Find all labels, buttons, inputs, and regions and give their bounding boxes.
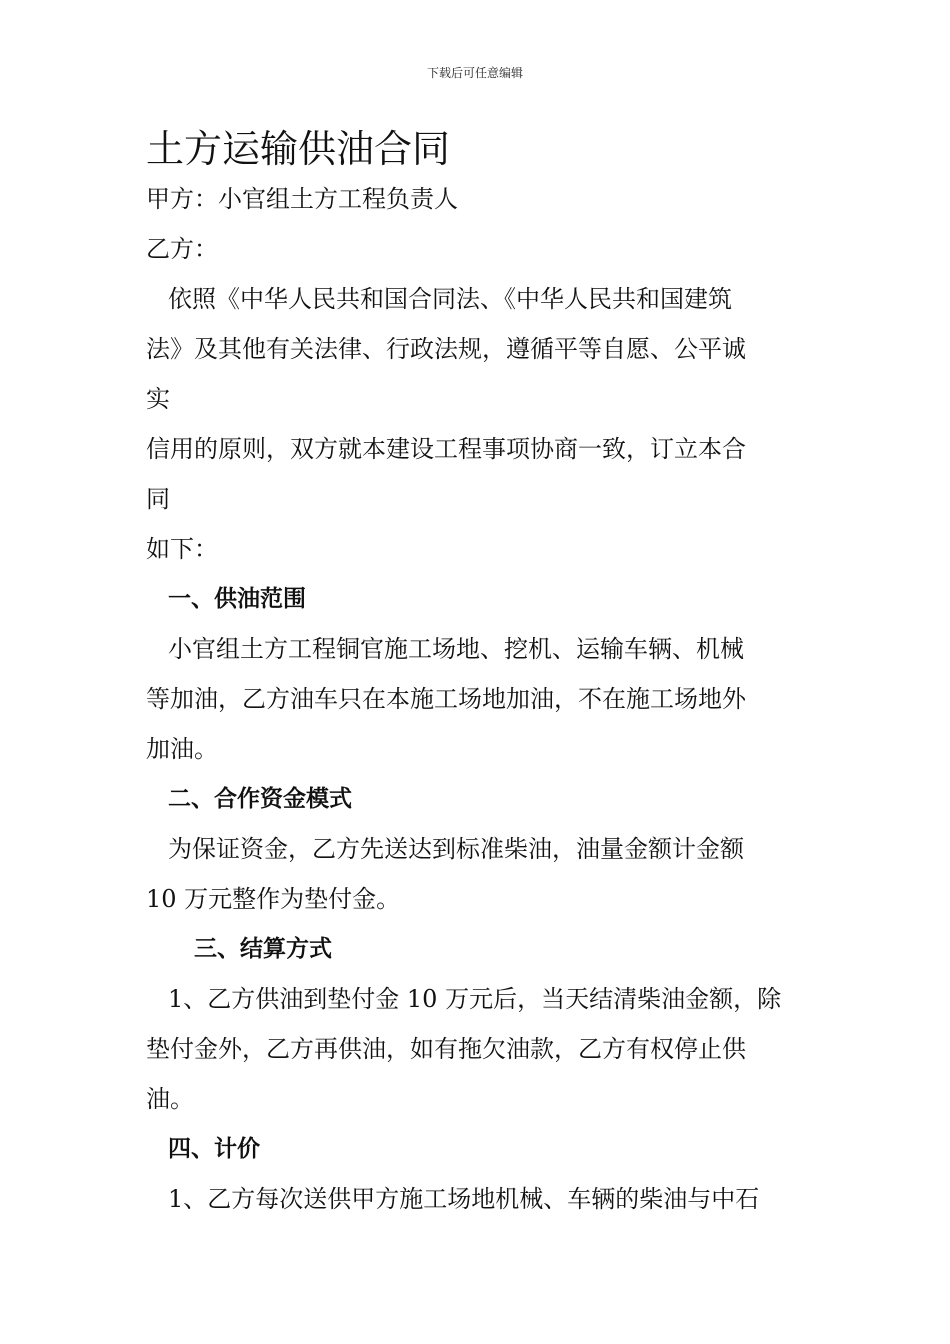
body-line: 1、乙方供油到垫付金 10 万元后，当天结清柴油金额，除: [168, 985, 782, 1013]
header-note: 下载后可任意编辑: [426, 66, 523, 80]
body-line: 为保证资金，乙方先送达到标准柴油，油量金额计金额: [168, 835, 744, 863]
body-line: 垫付金外，乙方再供油，如有拖欠油款，乙方有权停止供: [146, 1035, 746, 1063]
section-heading: 四、计价: [168, 1136, 260, 1162]
party-a-line: 甲方：小官组土方工程负责人: [146, 185, 458, 213]
preamble-line: 如下：: [146, 535, 218, 563]
section-heading: 三、结算方式: [194, 936, 332, 962]
preamble-line: 信用的原则，双方就本建设工程事项协商一致，订立本合: [146, 435, 746, 463]
body-line: 油。: [146, 1085, 194, 1113]
preamble-line: 法》及其他有关法律、行政法规，遵循平等自愿、公平诚: [146, 335, 746, 363]
section-heading: 二、合作资金模式: [168, 786, 352, 812]
preamble-line: 依照《中华人民共和国合同法、《中华人民共和国建筑: [168, 285, 732, 313]
document-title: 土方运输供油合同: [146, 127, 451, 171]
body-line: 1、乙方每次送供甲方施工场地机械、车辆的柴油与中石: [168, 1185, 760, 1213]
body-line: 10 万元整作为垫付金。: [146, 885, 401, 913]
preamble-line: 实: [146, 385, 170, 413]
body-line: 小官组土方工程铜官施工场地、挖机、运输车辆、机械: [168, 635, 744, 663]
preamble-line: 同: [146, 485, 170, 513]
body-line: 加油。: [146, 735, 218, 763]
section-heading: 一、供油范围: [168, 586, 306, 612]
body-line: 等加油，乙方油车只在本施工场地加油，不在施工场地外: [146, 685, 746, 713]
party-b-line: 乙方：: [146, 235, 218, 263]
